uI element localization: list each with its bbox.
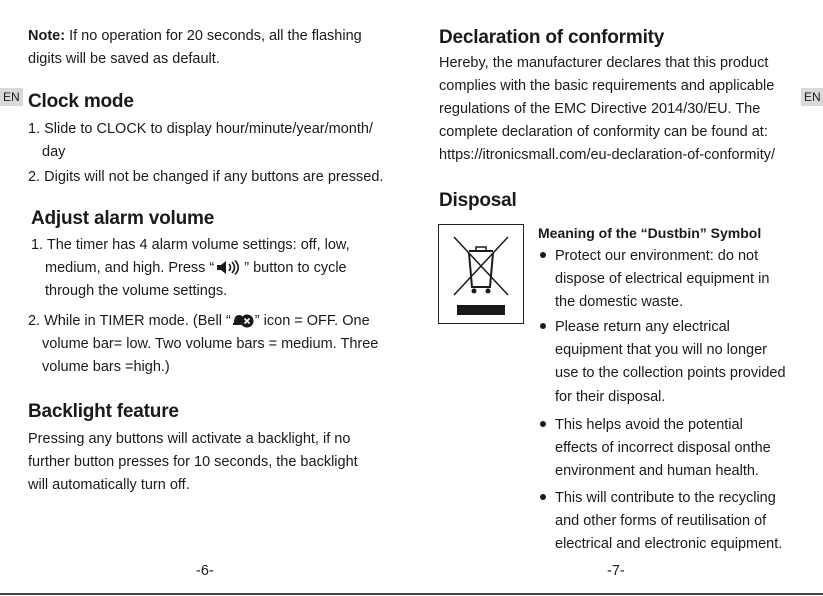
clock-mode-title: Clock mode	[28, 91, 134, 112]
language-tag-right: EN	[801, 88, 823, 106]
bullet-2-line-2: equipment that you will no longer	[555, 342, 767, 358]
language-tag-left: EN	[0, 88, 23, 106]
bullet-2-line-1: Please return any electrical	[555, 319, 730, 335]
bullet-1-line-1: Protect our environment: do not	[555, 248, 759, 264]
note-label: Note:	[28, 28, 66, 44]
crossed-dustbin-icon	[438, 224, 524, 324]
note-line-1: Note: If no operation for 20 seconds, all the flashing	[28, 28, 362, 44]
clock-line-2: day	[42, 144, 66, 160]
alarm-line-2: medium, and high. Press “ ” button to cycle	[45, 258, 347, 281]
bell-off-icon	[232, 312, 254, 334]
bullet-3-line-2: effects of incorrect disposal onthe	[555, 440, 771, 456]
alarm-volume-title: Adjust alarm volume	[31, 208, 215, 229]
clock-line-3: 2. Digits will not be changed if any buttons are pressed.	[28, 169, 384, 185]
disposal-title: Disposal	[439, 190, 517, 211]
bullet-4-line-1: This will contribute to the recycling	[555, 490, 776, 506]
bullet-2-line-4: for their disposal.	[555, 389, 666, 405]
conformity-line-2: complies with the basic requirements and applicable	[439, 78, 775, 94]
bottom-divider	[0, 593, 823, 595]
bullet-dot-1	[540, 252, 546, 258]
alarm-line-3: through the volume settings.	[45, 283, 228, 299]
backlight-line-1: Pressing any buttons will activate a backlight, if no	[28, 431, 351, 447]
bullet-dot-4	[540, 494, 546, 500]
conformity-line-1: Hereby, the manufacturer declares that this product	[439, 55, 769, 71]
bullet-2-line-3: use to the collection points provided	[555, 365, 786, 381]
bullet-dot-3	[540, 421, 546, 427]
dustbin-symbol-subtitle: Meaning of the “Dustbin” Symbol	[538, 225, 762, 241]
bullet-3-line-1: This helps avoid the potential	[555, 417, 743, 433]
backlight-title: Backlight feature	[28, 401, 179, 422]
backlight-line-2: further button presses for 10 seconds, the backlight	[28, 454, 358, 470]
alarm-line-5: volume bar= low. Two volume bars = medium. Three	[42, 336, 379, 352]
alarm-line-4: 2. While in TIMER mode. (Bell “ ” icon = OFF. One	[28, 311, 370, 334]
alarm-line-1: 1. The timer has 4 alarm volume settings: off, low,	[31, 237, 350, 253]
conformity-title: Declaration of conformity	[439, 27, 665, 48]
conformity-line-3: regulations of the EMC Directive 2014/30/EU. The	[439, 101, 761, 117]
bullet-1-line-2: dispose of electrical equipment in	[555, 271, 770, 287]
conformity-url[interactable]: https://itronicsmall.com/eu-declaration-of-conformity/	[439, 147, 776, 163]
bullet-4-line-2: and other forms of reutilisation of	[555, 513, 767, 529]
bullet-4-line-3: electrical and electronic equipment.	[555, 536, 783, 552]
page-number-right: -7-	[607, 563, 625, 579]
page-number-left: -6-	[196, 563, 214, 579]
speaker-volume-icon	[216, 260, 242, 281]
backlight-line-3: will automatically turn off.	[28, 477, 190, 493]
bullet-3-line-3: environment and human health.	[555, 463, 759, 479]
clock-line-1: 1. Slide to CLOCK to display hour/minute/year/month/	[28, 121, 373, 137]
bullet-1-line-3: the domestic waste.	[555, 294, 684, 310]
bullet-dot-2	[540, 323, 546, 329]
conformity-line-4: complete declaration of conformity can be found at:	[439, 124, 768, 140]
note-line-2: digits will be saved as default.	[28, 51, 220, 67]
alarm-line-6: volume bars =high.)	[42, 359, 170, 375]
